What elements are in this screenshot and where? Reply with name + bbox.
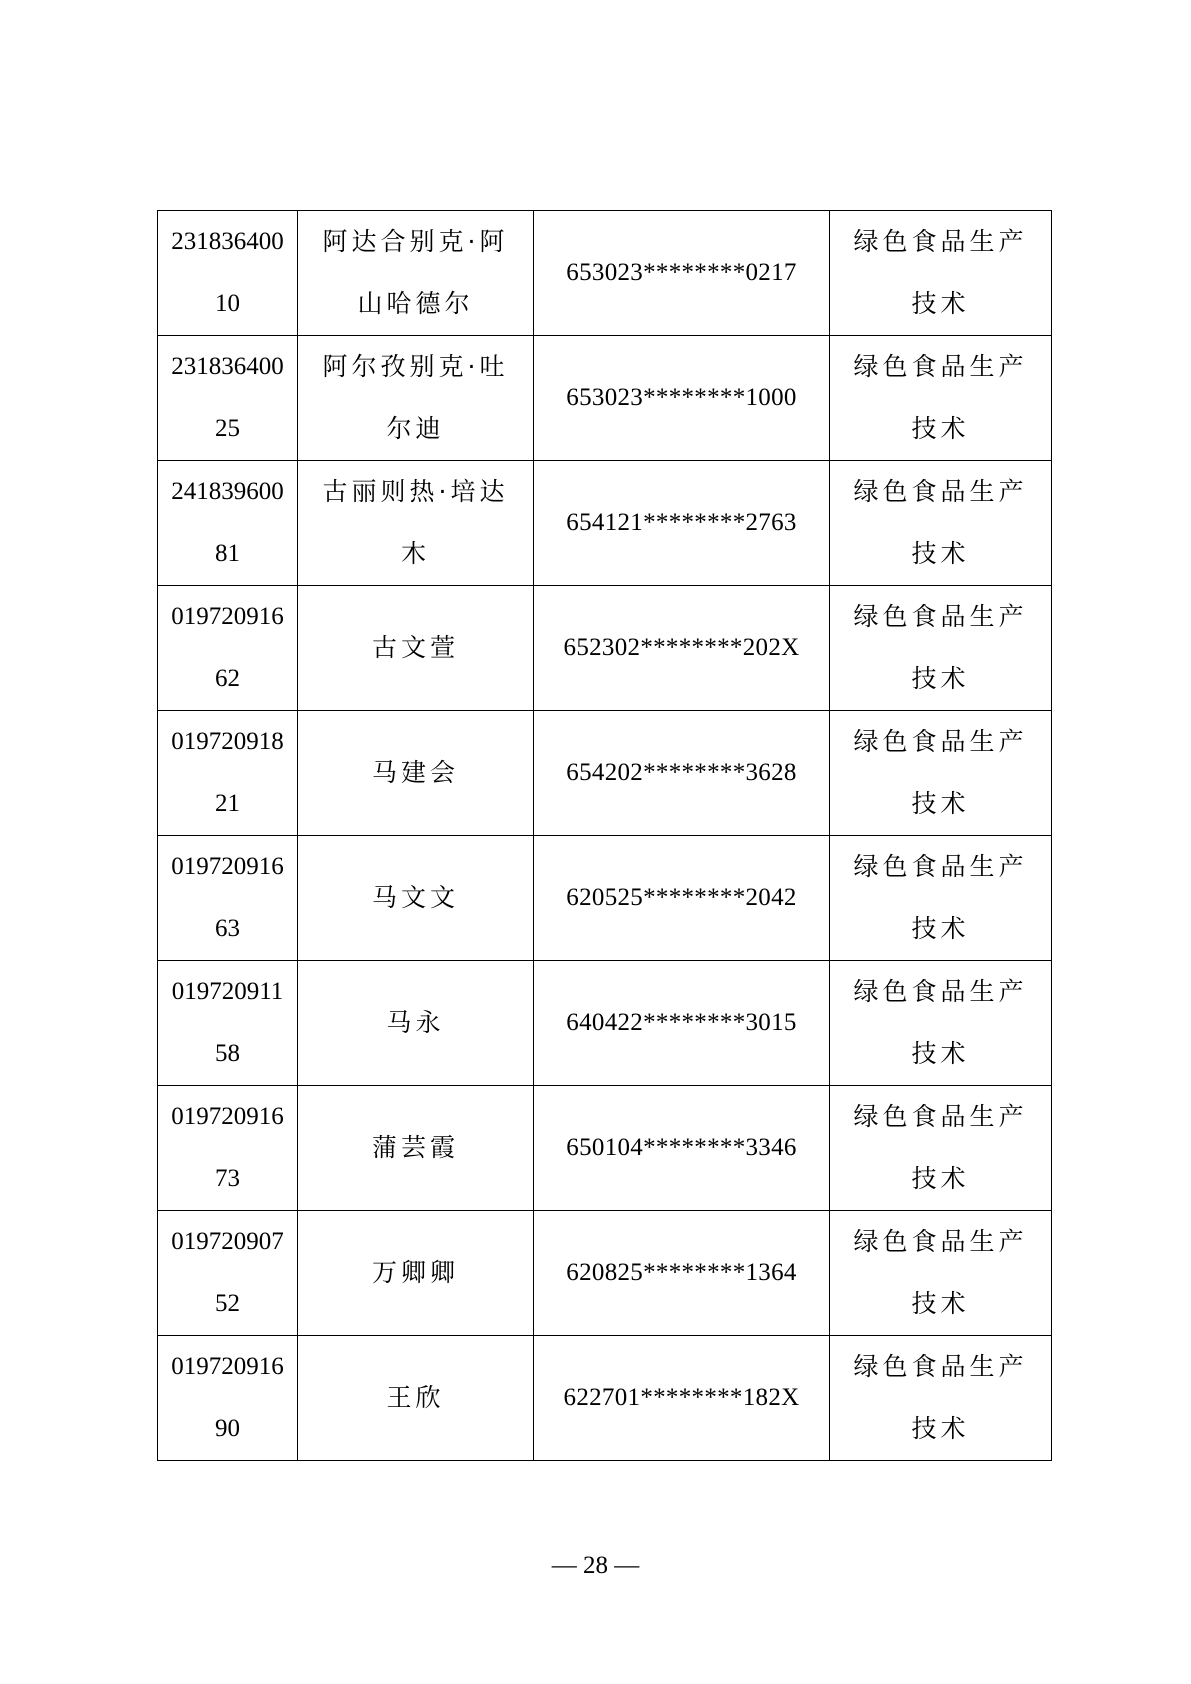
student-id: 01972091662 [171, 603, 284, 692]
student-id-cell [158, 836, 298, 961]
id-card-number: 622701********182X [563, 1384, 800, 1411]
table-row [158, 711, 1052, 836]
student-name: 古文萱 [371, 633, 459, 662]
major-name: 绿色食品生产技术 [853, 227, 1028, 318]
student-id-cell [158, 1086, 298, 1211]
student-id: 01972091673 [171, 1103, 284, 1192]
major-cell [830, 461, 1052, 586]
id-card-cell [534, 461, 830, 586]
id-card-cell [534, 1211, 830, 1336]
student-name-cell [298, 211, 534, 336]
major-name: 绿色食品生产技术 [853, 852, 1028, 943]
student-id: 01972090752 [171, 1228, 284, 1317]
student-name: 阿达合别克·阿山哈德尔 [322, 227, 509, 318]
table-row [158, 1086, 1052, 1211]
student-name: 马永 [386, 1008, 445, 1037]
major-cell [830, 836, 1052, 961]
id-card-number: 654202********3628 [566, 759, 797, 786]
major-name: 绿色食品生产技术 [853, 602, 1028, 693]
major-cell [830, 1086, 1052, 1211]
id-card-cell [534, 211, 830, 336]
student-name: 马文文 [371, 883, 459, 912]
student-name: 万卿卿 [371, 1258, 459, 1287]
major-name: 绿色食品生产技术 [853, 1352, 1028, 1443]
student-id: 01972091158 [171, 978, 284, 1067]
major-name: 绿色食品生产技术 [853, 977, 1028, 1068]
student-name-cell [298, 961, 534, 1086]
student-id: 01972091663 [171, 853, 284, 942]
student-name-cell [298, 1211, 534, 1336]
page-number: — 28 — [551, 1552, 640, 1579]
id-card-cell [534, 1336, 830, 1461]
student-id: 01972091690 [171, 1353, 284, 1442]
student-id-cell [158, 1211, 298, 1336]
student-id-cell [158, 336, 298, 461]
student-id: 24183960081 [171, 478, 284, 567]
table-row [158, 961, 1052, 1086]
major-cell [830, 961, 1052, 1086]
table-body [158, 211, 1052, 1461]
major-name: 绿色食品生产技术 [853, 727, 1028, 818]
student-id-cell [158, 711, 298, 836]
student-name-cell [298, 336, 534, 461]
major-cell [830, 336, 1052, 461]
major-name: 绿色食品生产技术 [853, 477, 1028, 568]
student-id-cell [158, 586, 298, 711]
table-row [158, 336, 1052, 461]
major-cell [830, 1211, 1052, 1336]
id-card-number: 653023********1000 [566, 384, 797, 411]
student-id: 01972091821 [171, 728, 284, 817]
student-id-cell [158, 211, 298, 336]
table-row [158, 211, 1052, 336]
student-id-cell [158, 461, 298, 586]
id-card-cell [534, 586, 830, 711]
id-card-number: 654121********2763 [566, 509, 797, 536]
id-card-number: 620525********2042 [566, 884, 797, 911]
table-row [158, 1211, 1052, 1336]
student-id: 23183640025 [171, 353, 284, 442]
id-card-cell [534, 1086, 830, 1211]
id-card-number: 650104********3346 [566, 1134, 797, 1161]
student-table [157, 210, 1052, 1461]
id-card-cell [534, 961, 830, 1086]
id-card-number: 620825********1364 [566, 1259, 797, 1286]
table-row [158, 461, 1052, 586]
major-cell [830, 586, 1052, 711]
student-name-cell [298, 711, 534, 836]
student-name-cell [298, 586, 534, 711]
student-name: 古丽则热·培达木 [322, 477, 509, 568]
major-cell [830, 711, 1052, 836]
id-card-cell [534, 336, 830, 461]
major-cell [830, 211, 1052, 336]
major-name: 绿色食品生产技术 [853, 1102, 1028, 1193]
table-row [158, 836, 1052, 961]
student-id-cell [158, 1336, 298, 1461]
id-card-number: 653023********0217 [566, 259, 797, 286]
student-name-cell [298, 1086, 534, 1211]
table-row [158, 1336, 1052, 1461]
student-id-cell [158, 961, 298, 1086]
major-cell [830, 1336, 1052, 1461]
id-card-cell [534, 711, 830, 836]
student-name: 马建会 [371, 758, 459, 787]
student-name-cell [298, 1336, 534, 1461]
major-name: 绿色食品生产技术 [853, 352, 1028, 443]
student-name: 蒲芸霞 [371, 1133, 459, 1162]
id-card-number: 652302********202X [563, 634, 800, 661]
student-name: 阿尔孜别克·吐尔迪 [322, 352, 509, 443]
student-name: 王欣 [386, 1383, 445, 1412]
table-row [158, 586, 1052, 711]
student-name-cell [298, 461, 534, 586]
student-id: 23183640010 [171, 228, 284, 317]
major-name: 绿色食品生产技术 [853, 1227, 1028, 1318]
id-card-cell [534, 836, 830, 961]
id-card-number: 640422********3015 [566, 1009, 797, 1036]
student-name-cell [298, 836, 534, 961]
